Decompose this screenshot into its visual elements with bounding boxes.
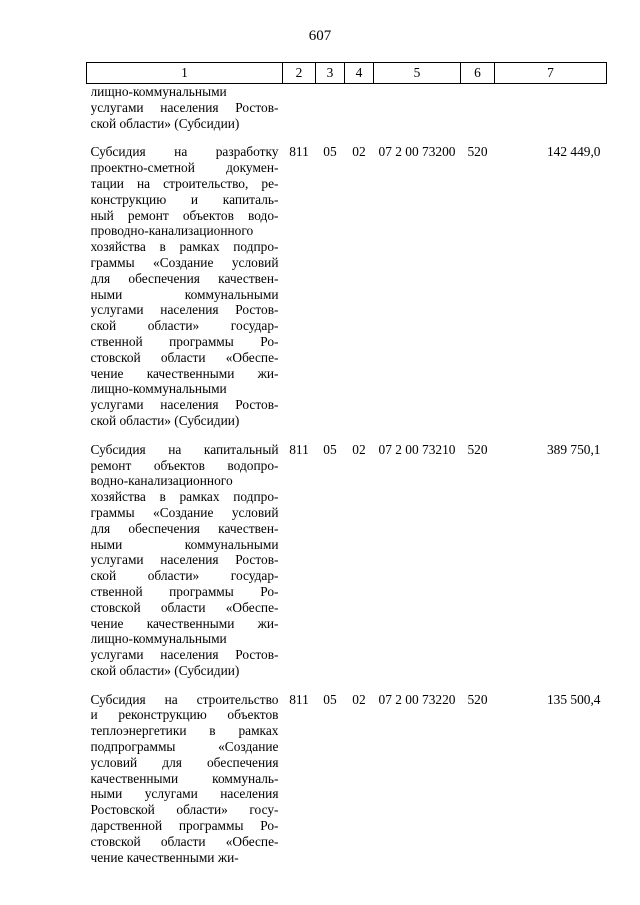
table-row bbox=[87, 442, 607, 679]
description-line: водно-канализационного bbox=[90, 473, 233, 489]
expense-type-cell bbox=[461, 84, 495, 132]
description-line: граммы «Создание условий bbox=[90, 504, 279, 520]
description-line: хозяйства в рамках подпро- bbox=[90, 489, 279, 505]
description-line: подпрограммы «Создание bbox=[90, 739, 279, 755]
column-header: 3 bbox=[316, 63, 345, 84]
description-line: лищно-коммунальными bbox=[90, 631, 227, 647]
column-header: 6 bbox=[461, 63, 495, 84]
table-row bbox=[87, 84, 607, 132]
description-line: проектно-сметной докумен- bbox=[90, 160, 279, 176]
description-line: ными коммунальными bbox=[90, 536, 279, 552]
row-spacer bbox=[87, 429, 607, 442]
subsection-code-cell: 02 bbox=[352, 144, 366, 160]
description-line: Субсидия на строительство bbox=[90, 691, 279, 707]
page-number: 607 bbox=[308, 28, 332, 44]
target-article-cell: 07 2 00 73200 bbox=[378, 144, 456, 160]
description-line: лищно-коммунальными bbox=[90, 84, 227, 99]
description-line: ственной программы Ро- bbox=[90, 333, 279, 349]
section-code-cell: 05 bbox=[323, 691, 337, 707]
description-line: для обеспечения качествен- bbox=[90, 270, 279, 286]
kvsr-code-cell: 811 bbox=[289, 691, 309, 707]
description-line: Ростовской области» госу- bbox=[90, 802, 279, 818]
spacer-cell bbox=[87, 429, 607, 442]
description-line: ными коммунальными bbox=[90, 286, 279, 302]
description-line: для обеспечения качествен- bbox=[90, 520, 279, 536]
description-line: теплоэнергетики в рамках bbox=[90, 723, 279, 739]
description-line: дарственной программы Ро- bbox=[90, 818, 279, 834]
description-cell bbox=[87, 84, 283, 132]
row-spacer bbox=[87, 131, 607, 144]
kvsr-code-cell: 811 bbox=[289, 144, 309, 160]
subsection-code-cell: 02 bbox=[352, 691, 366, 707]
description-line: конструкцию и капиталь- bbox=[90, 191, 279, 207]
description-line: проводно-канализационного bbox=[90, 223, 254, 239]
description-line: услугами населения Ростов- bbox=[90, 552, 279, 568]
expense-type-cell: 520 bbox=[467, 144, 488, 160]
amount-cell: 135 500,4 bbox=[546, 691, 601, 707]
table-body bbox=[87, 84, 607, 866]
description-line: услугами населения Ростов- bbox=[90, 647, 279, 663]
description-line: качественными коммуналь- bbox=[90, 770, 279, 786]
description-cell bbox=[87, 144, 283, 428]
budget-table bbox=[86, 62, 607, 865]
description-line: граммы «Создание условий bbox=[90, 254, 279, 270]
target-article-cell: 07 2 00 73220 bbox=[378, 691, 456, 707]
description-line: ской области» (Субсидии) bbox=[90, 115, 240, 131]
description-line: хозяйства в рамках подпро- bbox=[90, 239, 279, 255]
description-line: Субсидия на капитальный bbox=[90, 441, 279, 457]
description-line: услугами населения Ростов- bbox=[90, 302, 279, 318]
description-line: ственной программы Ро- bbox=[90, 583, 279, 599]
row-spacer bbox=[87, 679, 607, 692]
description-line: условий для обеспечения bbox=[90, 754, 279, 770]
description-line: ремонт объектов водопро- bbox=[90, 457, 279, 473]
description-cell bbox=[87, 442, 283, 679]
description-line: чение качественными жи- bbox=[90, 365, 279, 381]
kvsr-code-cell bbox=[283, 84, 316, 132]
kvsr-code-cell: 811 bbox=[289, 441, 309, 457]
amount-cell bbox=[495, 84, 607, 132]
subsection-code-cell: 02 bbox=[352, 441, 366, 457]
description-line: услугами населения Ростов- bbox=[90, 99, 279, 115]
table-row bbox=[87, 692, 607, 866]
target-article-cell: 07 2 00 73210 bbox=[378, 441, 456, 457]
description-line: Субсидия на разработку bbox=[90, 144, 279, 160]
description-cell bbox=[87, 692, 283, 866]
table-header-row bbox=[87, 63, 607, 84]
description-line: ской области» (Субсидии) bbox=[90, 662, 240, 678]
column-header: 1 bbox=[87, 63, 283, 84]
table-row bbox=[87, 144, 607, 428]
description-line: и реконструкцию объектов bbox=[90, 707, 279, 723]
description-line: ской области» государ- bbox=[90, 318, 279, 334]
column-header: 4 bbox=[345, 63, 374, 84]
description-line: ской области» государ- bbox=[90, 568, 279, 584]
subsection-code-cell bbox=[345, 84, 374, 132]
target-article-cell bbox=[374, 84, 461, 132]
section-code-cell bbox=[316, 84, 345, 132]
column-header: 5 bbox=[374, 63, 461, 84]
description-line: чение качественными жи- bbox=[90, 849, 239, 865]
description-line: стовской области «Обеспе- bbox=[90, 599, 279, 615]
amount-cell: 389 750,1 bbox=[546, 441, 601, 457]
description-line: ными услугами населения bbox=[90, 786, 279, 802]
description-line: тации на строительство, ре- bbox=[90, 175, 279, 191]
section-code-cell: 05 bbox=[323, 441, 337, 457]
amount-cell: 142 449,0 bbox=[546, 144, 601, 160]
column-header: 2 bbox=[283, 63, 316, 84]
description-line: услугами населения Ростов- bbox=[90, 397, 279, 413]
column-header: 7 bbox=[495, 63, 607, 84]
description-line: чение качественными жи- bbox=[90, 615, 279, 631]
description-line: ской области» (Субсидии) bbox=[90, 412, 240, 428]
spacer-cell bbox=[87, 679, 607, 692]
description-line: лищно-коммунальными bbox=[90, 381, 227, 397]
section-code-cell: 05 bbox=[323, 144, 337, 160]
expense-type-cell: 520 bbox=[467, 441, 488, 457]
spacer-cell bbox=[87, 131, 607, 144]
expense-type-cell: 520 bbox=[467, 691, 488, 707]
description-line: ный ремонт объектов водо- bbox=[90, 207, 279, 223]
description-line: стовской области «Обеспе- bbox=[90, 349, 279, 365]
description-line: стовской области «Обеспе- bbox=[90, 833, 279, 849]
